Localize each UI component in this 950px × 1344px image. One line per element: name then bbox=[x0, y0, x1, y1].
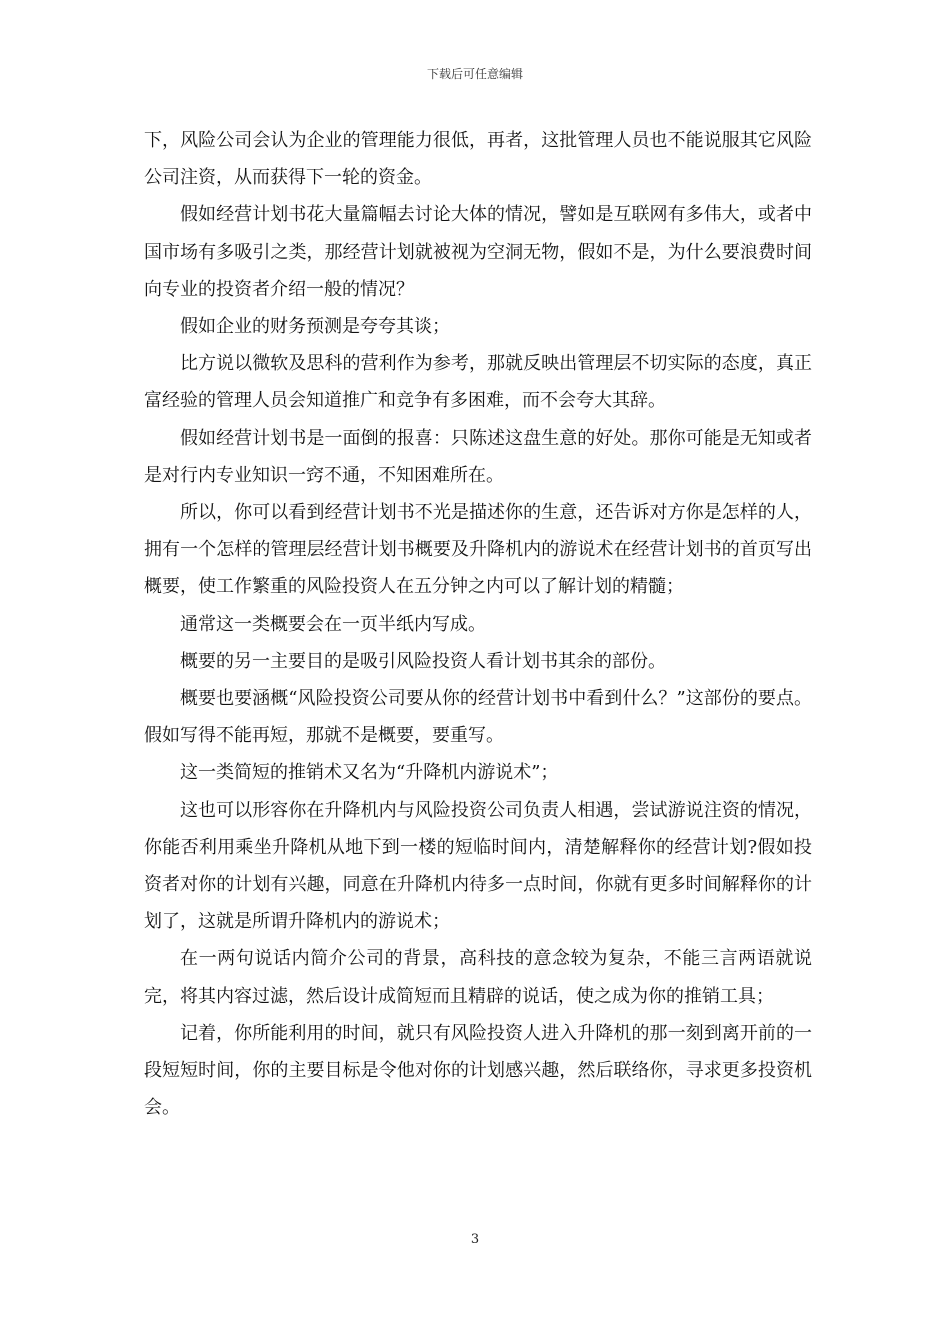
paragraph: 通常这一类概要会在一页半纸内写成。 bbox=[180, 613, 486, 635]
paragraph: 假如经营计划书是一面倒的报喜：只陈述这盘生意的好处。那你可能是无知或者是对行内专业知识一窍不通，不知困难所在。 bbox=[144, 427, 812, 486]
paragraph: 假如经营计划书花大量篇幅去讨论大体的情况，譬如是互联网有多伟大，或者中国市场有多吸引之类，那经营计划就被视为空洞无物，假如不是，为什么要浪费时间向专业的投资者介绍一般的情况？ bbox=[144, 204, 812, 300]
paragraph: 记着，你所能利用的时间，就只有风险投资人进入升降机的那一刻到离开前的一段短短时间，你的主要目标是令他对你的计划感兴趣，然后联络你，寻求更多投资机会。 bbox=[144, 1022, 812, 1119]
paragraph: 这一类简短的推销术又名为“升降机内游说术”； bbox=[180, 762, 559, 784]
paragraph: 这也可以形容你在升降机内与风险投资公司负责人相遇，尝试游说注资的情况，你能否利用乘坐升降机从地下到一楼的短临时间内，清楚解释你的经营计划?假如投资者对你的计划有兴趣，同意在升降机内待多一点时间，你就有更多时间解释你的计划了，这就是所谓升降机内的游说术； bbox=[144, 799, 812, 933]
document-body bbox=[144, 122, 812, 1126]
paragraph-continued: 下，风险公司会认为企业的管理能力很低，再者，这批管理人员也不能说服其它风险公司注资，从而获得下一轮的资金。 bbox=[144, 130, 812, 189]
paragraph: 概要的另一主要目的是吸引风险投资人看计划书其余的部份。 bbox=[180, 650, 666, 672]
paragraph: 在一两句说话内简介公司的背景，高科技的意念较为复杂，不能三言两语就说完，将其内容过滤，然后设计成简短而且精辟的说话，使之成为你的推销工具； bbox=[144, 948, 812, 1007]
page-number: 3 bbox=[470, 1232, 480, 1247]
paragraph: 所以，你可以看到经营计划书不光是描述你的生意，还告诉对方你是怎样的人，拥有一个怎样的管理层经营计划书概要及升降机内的游说术在经营计划书的首页写出概要，使工作繁重的风险投资人在五分钟之内可以了解计划的精髓； bbox=[144, 502, 812, 598]
paragraph: 比方说以微软及思科的营利作为参考，那就反映出管理层不切实际的态度，真正富经验的管理人员会知道推广和竞争有多困难，而不会夸大其辞。 bbox=[144, 353, 812, 412]
page-header: 下载后可任意编辑 bbox=[426, 67, 523, 81]
paragraph: 假如企业的财务预测是夸夸其谈； bbox=[180, 316, 450, 338]
paragraph: 概要也要涵概“风险投资公司要从你的经营计划书中看到什么？”这部份的要点。假如写得不能再短，那就不是概要，要重写。 bbox=[144, 688, 812, 747]
